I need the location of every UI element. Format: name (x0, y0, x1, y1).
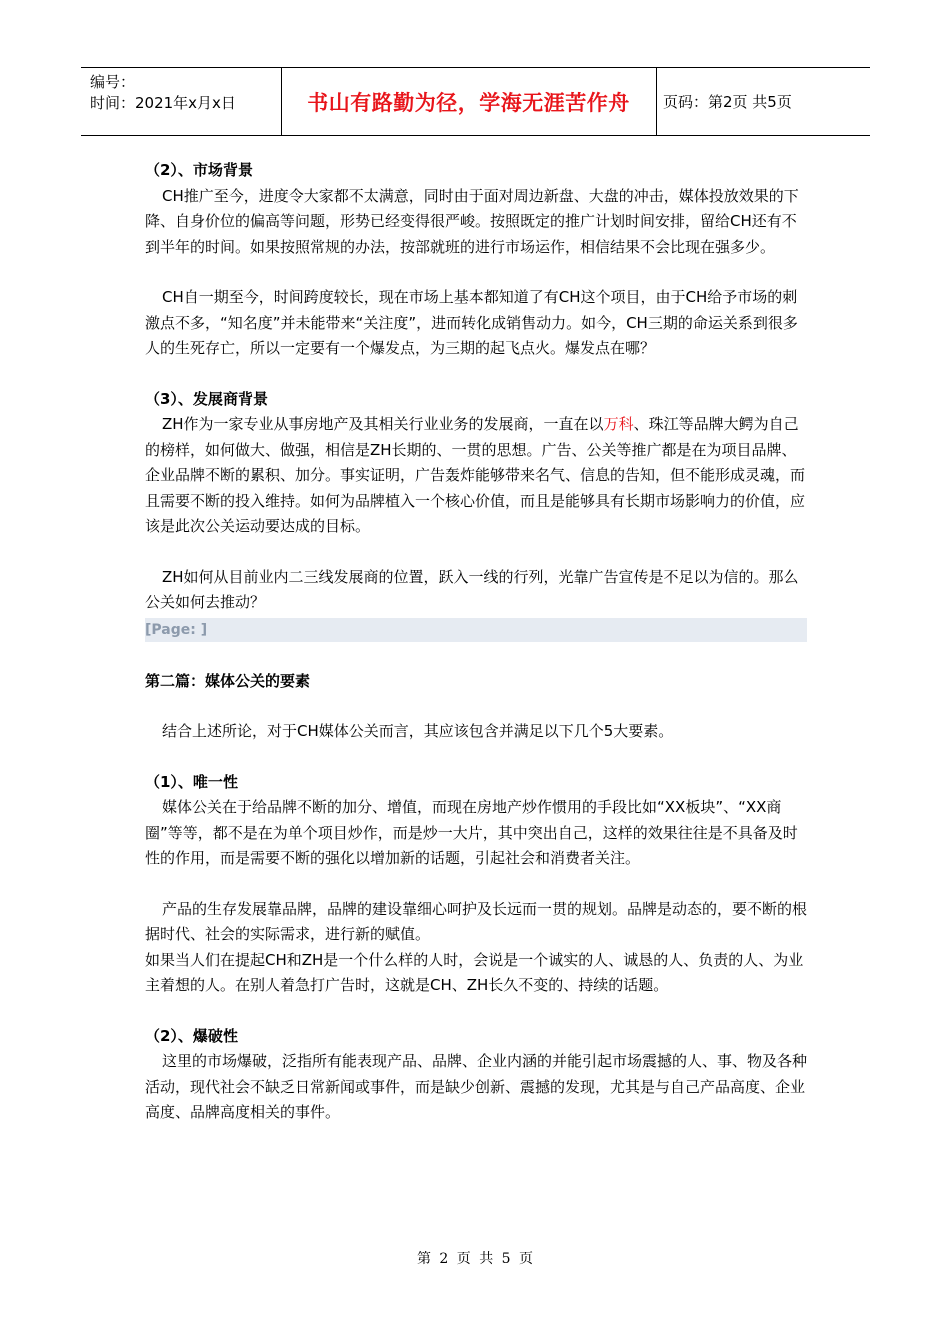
paragraph: 这里的市场爆破，泛指所有能表现产品、品牌、企业内涵的并能引起市场震撼的人、事、物及各种活动，现代社会不缺乏日常新闻或事件，而是缺少创新、震撼的发现，尤其是与自己产品高度、企业高度、品牌高度相关的事件。 (145, 1052, 808, 1121)
header-divider (656, 68, 657, 135)
document-number-label: 编号： (90, 73, 136, 91)
paragraph-text: 、珠江等品牌大鳄为自己的榜样，如何做大、做强，相信是ZH长期的、一贯的思想。广告、公关等推广都是在为项目品牌、企业品牌不断的累积、加分。事实证明，广告轰炸能够带来名气、信息的告知，但不能形成灵魂，而且需要不断的投入维持。如何为品牌植入一个核心价值，而且是能够具有长期市场影响力的价值，应该是此次公关运动要达成的目标。 (145, 415, 806, 535)
part-heading: 第二篇：媒体公关的要素 (145, 671, 311, 690)
paragraph: 媒体公关在于给品牌不断的加分、增值，而现在房地产炒作惯用的手段比如“XX板块”、“XX商圈”等等，都不是在为单个项目炒作，而是炒一大片，其中突出自己，这样的效果往往是不具备及时性的作用，而是需要不断的强化以增加新的话题，引起社会和消费者关注。 (145, 798, 798, 867)
paragraph: ZH如何从目前业内二三线发展商的位置，跃入一线的行列，光靠广告宣传是不足以为信的。那么公关如何去推动？ (145, 567, 799, 611)
page-footer: 第 2 页 共 5 页 (416, 1251, 534, 1267)
document-header (81, 67, 870, 136)
page-marker: [Page: ] (145, 618, 807, 642)
section-heading: （1）、唯一性 (145, 772, 238, 791)
section-heading: （2）、市场背景 (145, 161, 253, 179)
paragraph (145, 412, 810, 540)
document-date-label: 时间：2021年x月x日 (90, 94, 236, 112)
document-body (145, 158, 810, 1126)
paragraph: 结合上述所论，对于CH媒体公关而言，其应该包含并满足以下几个5大要素。 (162, 722, 674, 740)
vanke-link[interactable]: 万科 (603, 415, 634, 433)
paragraph: CH自一期至今，时间跨度较长，现在市场上基本都知道了有CH这个项目，由于CH给予市场的刺激点不多，“知名度”并未能带来“关注度”，进而转化成销售动力。如今，CH三期的命运关系到很多人的生死存亡，所以一定要有一个爆发点，为三期的起飞点火。爆发点在哪？ (145, 288, 798, 357)
paragraph: CH推广至今，进度令大家都不太满意，同时由于面对周边新盘、大盘的冲击，媒体投放效果的下降、自身价位的偏高等问题，形势已经变得很严峻。按照既定的推广计划时间安排，留给CH还有不到半年的时间。如果按照常规的办法，按部就班的进行市场运作，相信结果不会比现在强多少。 (145, 186, 799, 256)
paragraph-text: ZH作为一家专业从事房地产及其相关行业业务的发展商，一直在以 (162, 415, 604, 433)
header-page-label: 页码：第2页 共5页 (663, 93, 792, 111)
header-meta (90, 72, 236, 114)
header-motto: 书山有路勤为径，学海无涯苦作舟 (307, 90, 630, 115)
section-heading: （2）、爆破性 (145, 1026, 238, 1045)
paragraph: 产品的生存发展靠品牌，品牌的建设靠细心呵护及长远而一贯的规划。品牌是动态的，要不断的根据时代、社会的实际需求，进行新的赋值。 (145, 899, 808, 943)
section-heading: （3）、发展商背景 (145, 389, 268, 408)
paragraph: 如果当人们在提起CH和ZH是一个什么样的人时，会说是一个诚实的人、诚恳的人、负责的人、为业主着想的人。在别人着急打广告时，这就是CH、ZH长久不变的、持续的话题。 (145, 950, 804, 994)
